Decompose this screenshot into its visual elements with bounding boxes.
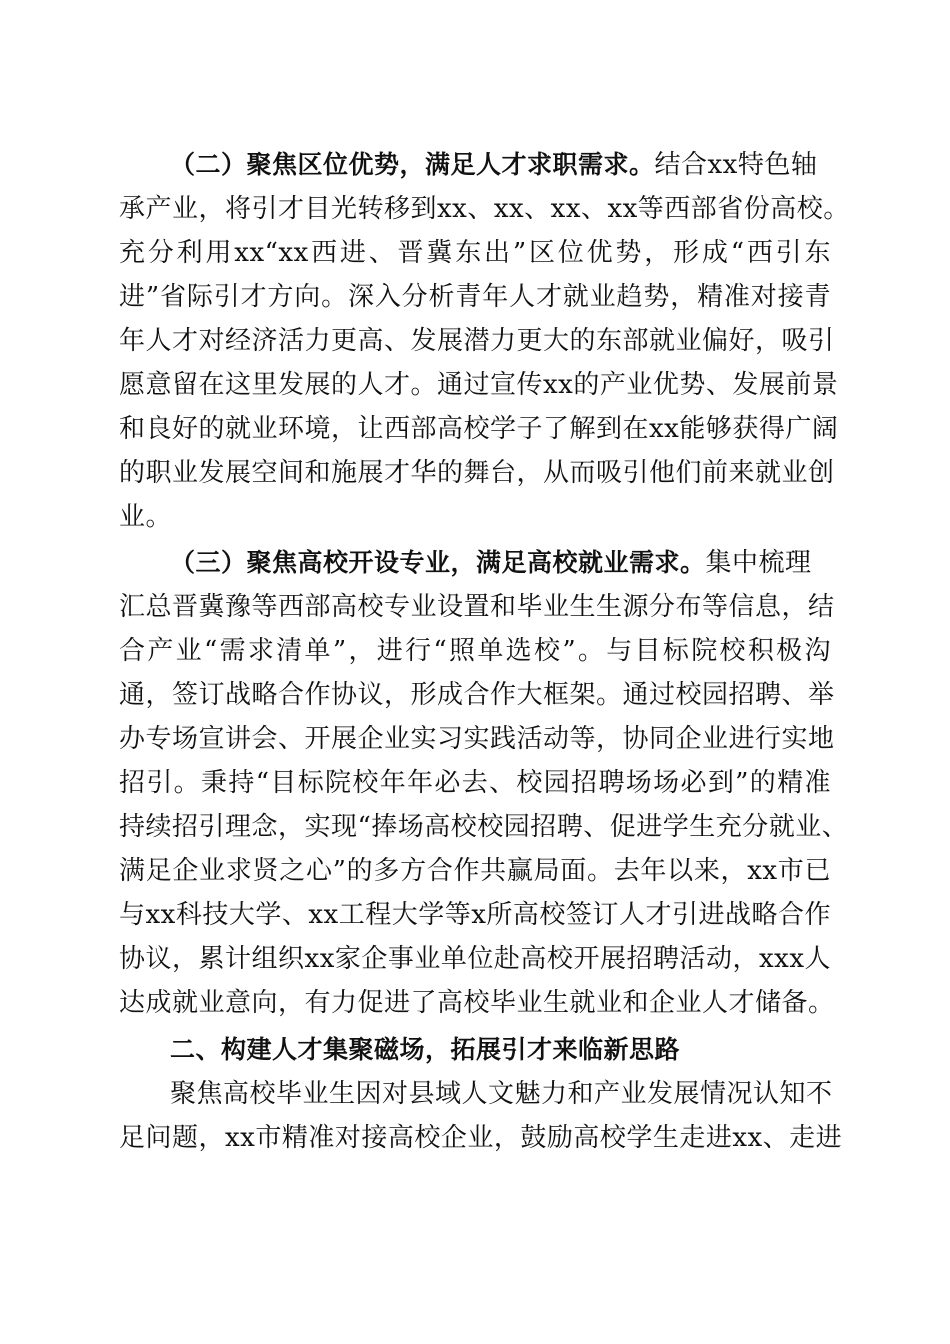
paragraph-line: 聚焦高校毕业生因对县域人文魅力和产业发展情况认知不 <box>170 1079 833 1109</box>
paragraph-text: 集中梳理 <box>705 548 812 578</box>
paragraph-line: 和良好的就业环境，让西部高校学子了解到在xx能够获得广阔 <box>119 414 839 444</box>
paragraph-line: 合产业“需求清单”，进行“照单选校”。与目标院校积极沟 <box>119 636 831 666</box>
paragraph-line: 办专场宣讲会、开展企业实习实践活动等，协同企业进行实地 <box>119 724 835 754</box>
paragraph-line: 愿意留在这里发展的人才。通过宣传xx的产业优势、发展前景 <box>119 370 839 400</box>
paragraph-lead-heading: （二）聚焦区位优势，满足人才求职需求。 <box>170 150 655 179</box>
paragraph-line: 业。 <box>119 502 173 532</box>
paragraph-line <box>170 145 831 185</box>
paragraph-line <box>170 543 831 583</box>
paragraph-line: 足问题，xx市精准对接高校企业，鼓励高校学生走进xx、走进 <box>119 1123 843 1153</box>
paragraph-text: 结合xx特色轴 <box>654 150 818 180</box>
paragraph-lead-heading: （三）聚焦高校开设专业，满足高校就业需求。 <box>170 548 706 577</box>
paragraph-line: 满足企业求贤之心”的多方合作共赢局面。去年以来，xx市已 <box>119 856 831 886</box>
paragraph-line: 通，签订战略合作协议，形成合作大框架。通过校园招聘、举 <box>119 680 835 710</box>
paragraph-line: 的职业发展空间和施展才华的舞台，从而吸引他们前来就业创 <box>119 458 835 488</box>
paragraph-line: 充分利用xx“xx西进、晋冀东出”区位优势，形成“西引东 <box>119 238 831 268</box>
paragraph-line: 协议，累计组织xx家企事业单位赴高校开展招聘活动，xxx人 <box>119 944 831 974</box>
paragraph-line: 与xx科技大学、xx工程大学等x所高校签订人才引进战略合作 <box>119 900 831 930</box>
section-heading: 二、构建人才集聚磁场，拓展引才来临新思路 <box>170 1035 681 1064</box>
paragraph-line: 达成就业意向，有力促进了高校毕业生就业和企业人才储备。 <box>119 988 835 1018</box>
paragraph-line: 进”省际引才方向。深入分析青年人才就业趋势，精准对接青 <box>119 282 831 312</box>
paragraph-line: 承产业，将引才目光转移到xx、xx、xx、xx等西部省份高校。 <box>119 194 850 224</box>
paragraph-line: 汇总晋冀豫等西部高校专业设置和毕业生生源分布等信息，结 <box>119 592 835 622</box>
paragraph-line: 招引。秉持“目标院校年年必去、校园招聘场场必到”的精准 <box>119 768 831 798</box>
paragraph-line: 持续招引理念，实现“捧场高校校园招聘、促进学生充分就业、 <box>119 812 849 842</box>
paragraph-line: 年人才对经济活力更高、发展潜力更大的东部就业偏好，吸引 <box>119 326 835 356</box>
